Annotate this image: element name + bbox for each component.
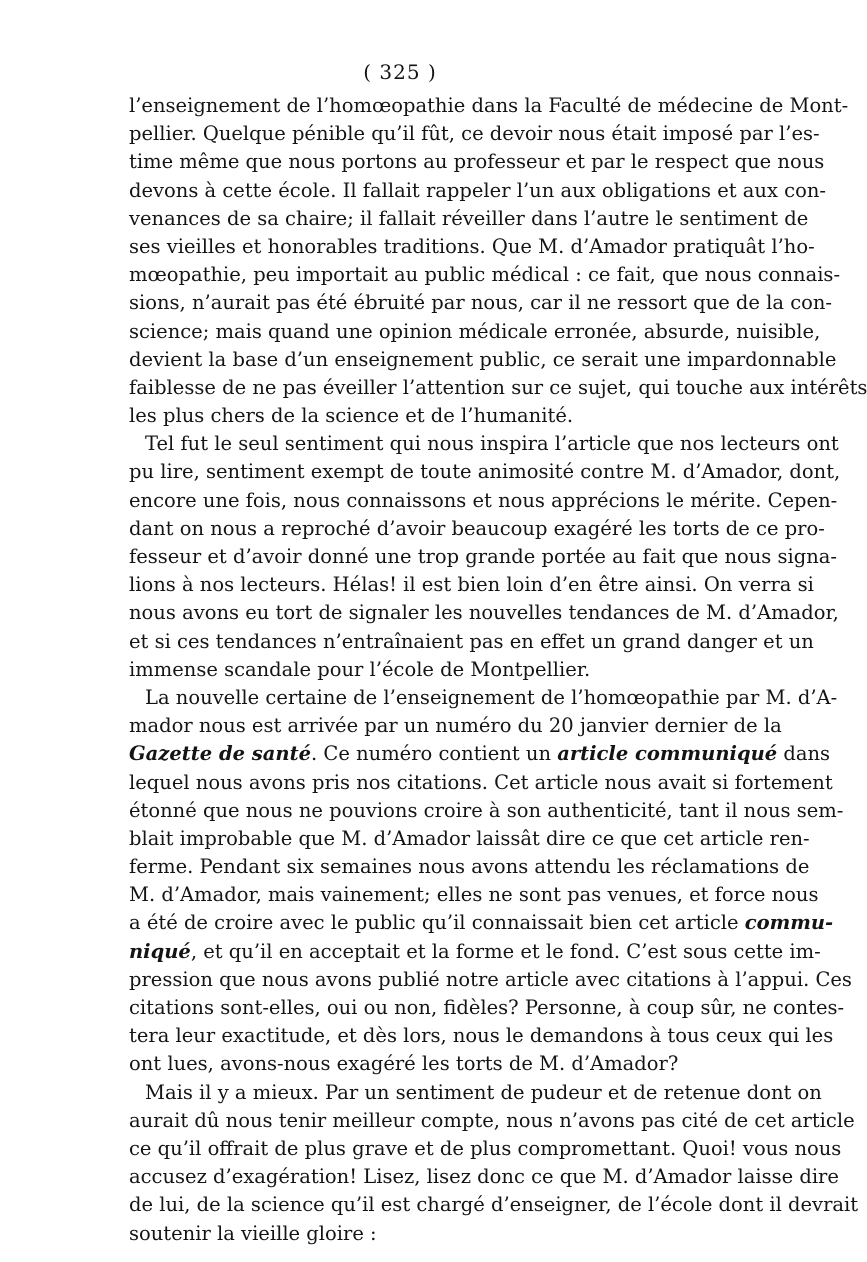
- text-run: encore une fois, nous connaissons et nous apprécions le mérite. Cepen-: [129, 488, 838, 512]
- text-run: ses vieilles et honorables traditions. Que M. d’Amador pratiquât l’ho-: [129, 234, 815, 258]
- text-run: science; mais quand une opinion médicale erronée, absurde, nuisible,: [129, 319, 821, 343]
- text-run: , et qu’il en acceptait et la forme et le fond. C’est sous cette im-: [190, 939, 821, 963]
- page-number: ( 325 ): [363, 60, 437, 84]
- text-run: mador nous est arrivée par un numéro du 20 janvier dernier de la: [129, 714, 782, 738]
- text-run: soutenir la vieille gloire :: [129, 1221, 377, 1245]
- italic-phrase: commu-: [744, 911, 834, 935]
- text-line: [129, 261, 841, 289]
- text-line: [129, 1050, 685, 1078]
- text-run: les plus chers de la science et de l’humanité.: [129, 404, 574, 428]
- text-line: [129, 769, 833, 797]
- text-run: La nouvelle certaine de l’enseignement de l’homœopathie par M. d’A-: [145, 685, 838, 709]
- text-run: sions, n’aurait pas été ébruité par nous, car il ne ressort que de la con-: [129, 291, 833, 315]
- text-run: tera leur exactitude, et dès lors, nous le demandons à tous ceux qui les: [129, 1024, 834, 1048]
- text-run: ont lues, avons-nous exagéré les torts de M. d’Amador?: [129, 1052, 679, 1076]
- text-line: [129, 402, 685, 430]
- text-run: citations sont-elles, oui ou non, fidèles? Personne, à coup sûr, ne contes-: [129, 996, 845, 1019]
- text-line: [129, 1022, 834, 1050]
- text-line: [129, 797, 844, 825]
- text-line: [129, 825, 810, 853]
- italic-phrase: Gazette de santé: [129, 742, 312, 766]
- text-run: mœopathie, peu importait au public médical : ce fait, que nous connais-: [129, 263, 841, 287]
- text-run: M. d’Amador, mais vainement; elles ne sont pas venues, et force nous: [129, 883, 819, 907]
- text-line: [129, 374, 867, 402]
- text-line: [129, 853, 810, 881]
- text-run: ce qu’il offrait de plus grave et de plus compromettant. Quoi! vous nous: [129, 1136, 842, 1160]
- text-line: [129, 656, 685, 684]
- text-run: aurait dû nous tenir meilleur compte, nous n’avons pas cité de cet article: [129, 1108, 855, 1132]
- text-run: blait improbable que M. d’Amador laissât dire ce que cet article ren-: [129, 826, 810, 850]
- text-line: [129, 1135, 842, 1163]
- text-line: [129, 1220, 685, 1248]
- text-line: [129, 92, 849, 120]
- text-run: a été de croire avec le public qu’il connaissait bien cet article: [129, 911, 745, 935]
- text-run: Mais il y a mieux. Par un sentiment de pudeur et de retenue dont on: [145, 1080, 822, 1104]
- text-run: dant on nous a reproché d’avoir beaucoup exagéré les torts de ce pro-: [129, 516, 825, 540]
- text-line: [129, 233, 815, 261]
- paragraph: [129, 92, 867, 430]
- text-run: ferme. Pendant six semaines nous avons attendu les réclamations de: [129, 855, 810, 879]
- italic-phrase: article communiqué: [557, 742, 778, 766]
- text-line: [129, 205, 809, 233]
- text-line: [129, 177, 826, 205]
- text-line: [129, 966, 852, 994]
- text-run: pression que nous avons publié notre article avec citations à l’appui. Ces: [129, 967, 852, 991]
- text-line: [129, 1163, 839, 1191]
- text-line: [129, 1191, 859, 1219]
- text-run: venances de sa chaire; il fallait réveiller dans l’autre le sentiment de: [129, 206, 809, 230]
- body-text: [129, 92, 867, 1248]
- text-line: [129, 599, 839, 627]
- text-line: [129, 909, 834, 937]
- text-run: pu lire, sentiment exempt de toute animosité contre M. d’Amador, dont,: [129, 460, 841, 484]
- text-run: de lui, de la science qu’il est chargé d’enseigner, de l’école dont il devrait: [129, 1193, 859, 1217]
- text-run: . Ce numéro contient un: [311, 742, 558, 766]
- text-run: Tel fut le seul sentiment qui nous inspira l’article que nos lecteurs ont: [145, 432, 839, 456]
- text-line: [129, 938, 821, 966]
- text-line: [129, 543, 838, 571]
- text-run: lions à nos lecteurs. Hélas! il est bien loin d’en être ainsi. On verra si: [129, 573, 814, 597]
- text-line: [129, 571, 814, 599]
- text-line: [129, 1079, 822, 1107]
- text-run: l’enseignement de l’homœopathie dans la Faculté de médecine de Mont-: [129, 94, 849, 117]
- text-run: fesseur et d’avoir donné une trop grande portée au fait que nous signa-: [129, 545, 838, 568]
- text-run: devient la base d’un enseignement public, ce serait une impardonnable: [129, 347, 837, 371]
- text-line: [129, 628, 814, 656]
- text-run: devons à cette école. Il fallait rappeler l’un aux obligations et aux con-: [129, 178, 826, 202]
- text-run: time même que nous portons au professeur et par le respect que nous: [129, 150, 825, 174]
- text-line: [129, 148, 825, 176]
- text-line: [129, 318, 821, 346]
- paragraph: [129, 1079, 859, 1248]
- text-line: [129, 515, 825, 543]
- text-run: pellier. Quelque pénible qu’il fût, ce devoir nous était imposé par l’es-: [129, 122, 820, 146]
- text-run: immense scandale pour l’école de Montpellier.: [129, 657, 591, 681]
- text-line: [129, 994, 845, 1022]
- text-run: et si ces tendances n’entraînaient pas en effet un grand danger et un: [129, 629, 814, 653]
- text-line: [129, 346, 837, 374]
- text-line: [129, 1107, 855, 1135]
- text-line: [129, 712, 782, 740]
- text-run: accusez d’exagération! Lisez, lisez donc ce que M. d’Amador laisse dire: [129, 1165, 839, 1189]
- text-run: faiblesse de ne pas éveiller l’attention sur ce sujet, qui touche aux intérêts: [129, 375, 867, 399]
- paragraph: [129, 430, 841, 684]
- text-line: [129, 120, 820, 148]
- text-run: dans: [777, 742, 831, 766]
- text-line: [129, 881, 819, 909]
- italic-phrase: niqué: [129, 939, 191, 963]
- text-line: [129, 458, 841, 486]
- text-run: lequel nous avons pris nos citations. Cet article nous avait si fortement: [129, 770, 833, 794]
- text-run: nous avons eu tort de signaler les nouvelles tendances de M. d’Amador,: [129, 601, 839, 625]
- text-line: [129, 289, 833, 317]
- text-run: étonné que nous ne pouvions croire à son authenticité, tant il nous sem-: [129, 798, 844, 822]
- paragraph: [129, 684, 852, 1079]
- text-line: [129, 740, 831, 768]
- text-line: [129, 684, 838, 712]
- text-line: [129, 430, 839, 458]
- text-line: [129, 487, 838, 515]
